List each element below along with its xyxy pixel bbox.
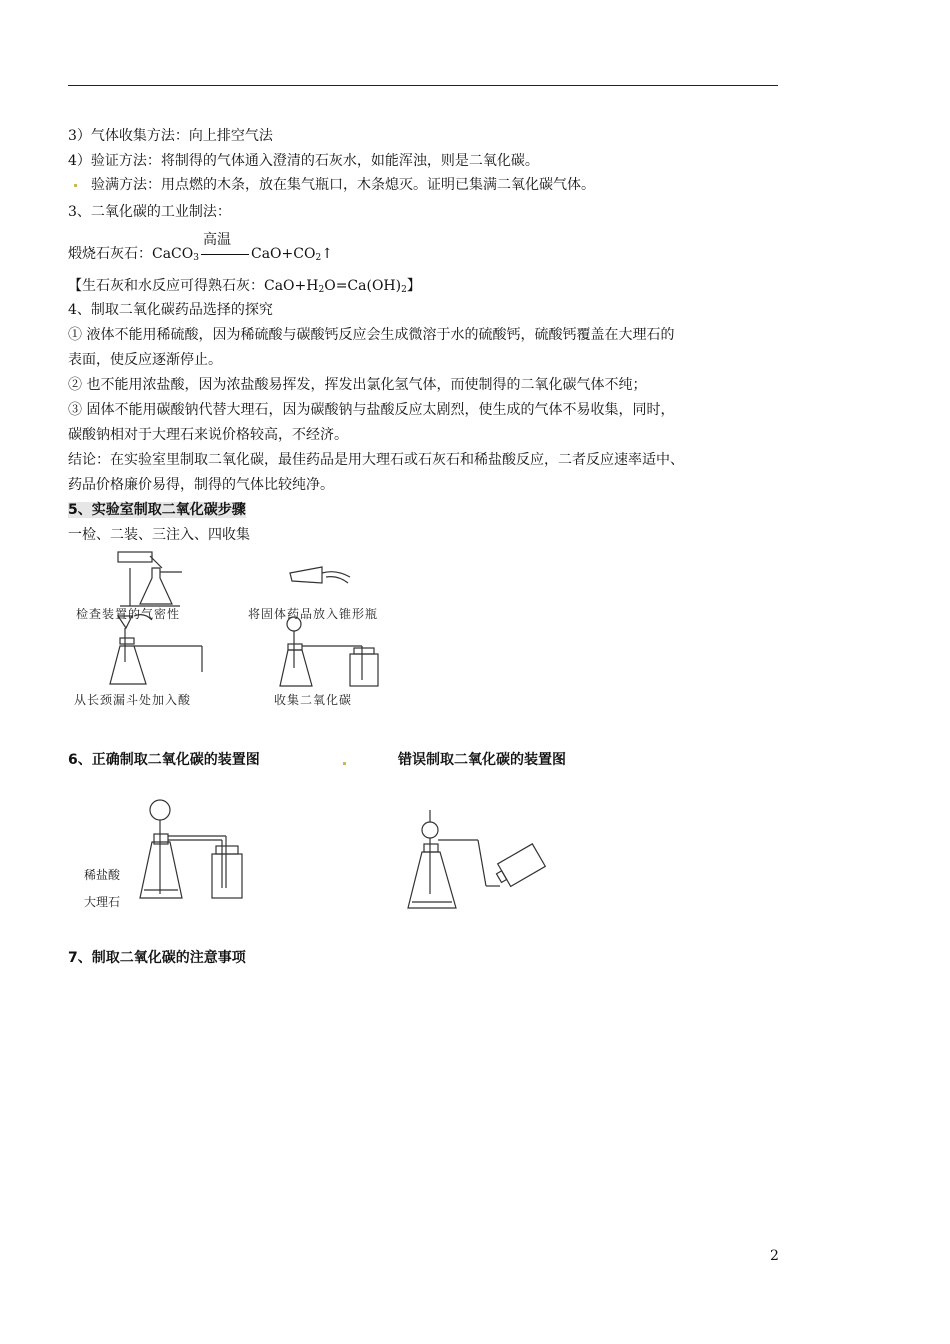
formula-part: 【生石灰和水反应可得熟石灰：CaO+H bbox=[68, 278, 319, 294]
step-caption: 将固体药品放入锥形瓶 bbox=[248, 607, 379, 621]
section-heading bbox=[68, 500, 246, 520]
label-dilute-acid: 稀盐酸 bbox=[84, 868, 121, 882]
condition-arrow bbox=[199, 232, 251, 264]
add-acid-illustration bbox=[108, 612, 218, 688]
section-heading: 6、正确制取二氧化碳的装置图 bbox=[68, 752, 260, 768]
section-heading: 7、制取二氧化碳的注意事项 bbox=[68, 950, 246, 966]
text-span: 验满方法：用点燃的木条，放在集气瓶口，木条熄灭。证明已集满二氧化碳气体。 bbox=[91, 177, 595, 193]
text-line: ① 液体不能用稀硫酸，因为稀硫酸与碳酸钙反应会生成微溶于水的硫酸钙，硫酸钙覆盖在大理石的 bbox=[68, 327, 675, 343]
equation-line bbox=[68, 232, 333, 268]
text-line: 碳酸钠相对于大理石来说价格较高，不经济。 bbox=[68, 427, 348, 443]
step-caption: 收集二氧化碳 bbox=[274, 693, 353, 707]
subscript: 2 bbox=[318, 285, 325, 295]
subscript: 2 bbox=[401, 285, 407, 295]
correct-apparatus-illustration bbox=[134, 794, 254, 906]
text-line: 药品价格廉价易得，制得的气体比较纯净。 bbox=[68, 477, 334, 493]
marker-dot bbox=[343, 762, 346, 765]
formula-part: 】 bbox=[406, 278, 421, 294]
subscript: 3 bbox=[193, 253, 199, 263]
section-heading: 错误制取二氧化碳的装置图 bbox=[398, 752, 566, 768]
reaction-condition: 高温 bbox=[202, 232, 231, 248]
wrong-apparatus-illustration bbox=[404, 804, 552, 912]
text-line: 4）验证方法：将制得的气体通入澄清的石灰水，如能浑浊，则是二氧化碳。 bbox=[68, 153, 539, 169]
text-line: 结论：在实验室里制取二氧化碳，最佳药品是用大理石或石灰石和稀盐酸反应，二者反应速率适中、 bbox=[68, 452, 684, 468]
heading-text: 5、实验室制取二氧化碳步骤 bbox=[68, 502, 246, 518]
header-rule bbox=[68, 85, 778, 86]
page-number: 2 bbox=[770, 1248, 779, 1264]
bullet-dot bbox=[74, 184, 77, 187]
subscript: 2 bbox=[315, 253, 322, 263]
formula-part: 煅烧石灰石：CaCO bbox=[68, 246, 194, 262]
step-caption: 检查装置的气密性 bbox=[76, 607, 181, 621]
formula-part: CaO+CO bbox=[250, 246, 316, 262]
add-solid-illustration bbox=[286, 563, 356, 591]
text-line: 4、制取二氧化碳药品选择的探究 bbox=[68, 302, 273, 318]
formula-part: O=Ca(OH) bbox=[324, 278, 402, 294]
text-line: ② 也不能用浓盐酸，因为浓盐酸易挥发，挥发出氯化氢气体，而使制得的二氧化碳气体不纯； bbox=[68, 377, 647, 393]
airtight-check-illustration bbox=[100, 548, 190, 608]
text-line: 表面，使反应逐渐停止。 bbox=[68, 352, 222, 368]
gas-arrow: ↑ bbox=[321, 246, 333, 262]
collect-co2-illustration bbox=[278, 616, 388, 690]
text-line bbox=[68, 276, 421, 300]
text-line: 3、二氧化碳的工业制法： bbox=[68, 204, 231, 220]
step-caption: 从长颈漏斗处加入酸 bbox=[74, 693, 192, 707]
text-line: ③ 固体不能用碳酸钠代替大理石，因为碳酸钠与盐酸反应太剧烈，使生成的气体不易收集，同时， bbox=[68, 402, 675, 418]
label-marble: 大理石 bbox=[84, 895, 121, 909]
text-line: 一检、二装、三注入、四收集 bbox=[68, 527, 250, 543]
text-line bbox=[74, 175, 595, 195]
text-line: 3）气体收集方法：向上排空气法 bbox=[68, 128, 273, 144]
